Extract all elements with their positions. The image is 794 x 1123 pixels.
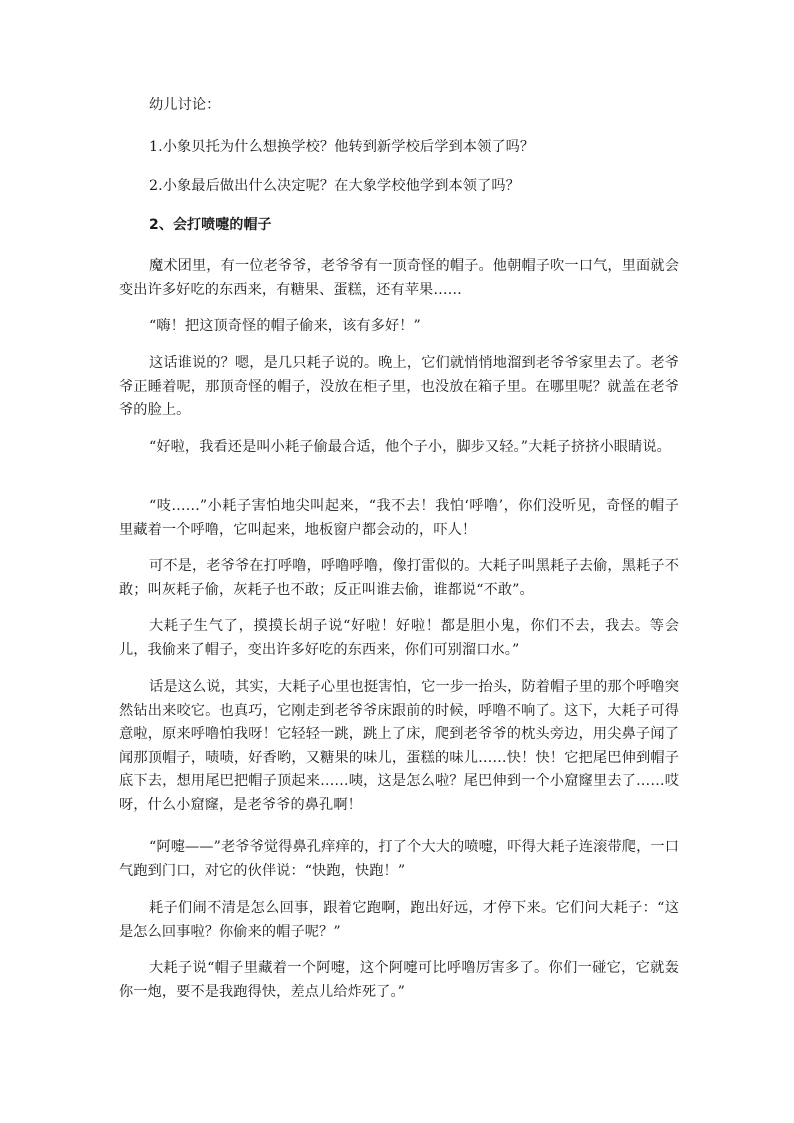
paragraph-8: 话是这么说，其实，大耗子心里也挺害怕，它一步一抬头，防着帽子里的那个呼噜突然钻出来咬它。也真巧，它刚走到老爷爷床跟前的时候，呼噜不响了。这下，大耗子可得意啦，原来呼噜怕我呀！它轻轻一跳，跳上了床，爬到老爷爷的枕头旁边，用尖鼻子闻了闻那顶帽子，啧啧，好香哟，又糖果的味儿，蛋糕的味儿……快！快！它把尾巴伸到帽子底下去，想用尾巴把帽子顶起来……咦，这是怎么啦？尾巴伸到一个小窟窿里去了……哎呀，什么小窟窿，是老爷爷的鼻孔啊！ — [119, 679, 679, 813]
question-1: 1.小象贝托为什么想换学校？他转到新学校后学到本领了吗？ — [149, 139, 535, 155]
paragraph-9: “阿嚏——”老爷爷觉得鼻孔痒痒的，打了个大大的喷嚏，吓得大耗子连滚带爬，一口气跑到门口，对它的伙伴说：“快跑，快跑！” — [119, 839, 679, 879]
question-2: 2.小象最后做出什么决定呢？在大象学校他学到本领了吗？ — [149, 178, 520, 194]
paragraph-7: 大耗子生气了，摸摸长胡子说“好啦！好啦！都是胆小鬼，你们不去，我去。等会儿，我偷来了帽子，变出许多好吃的东西来，你们可别溜口水。” — [119, 618, 679, 658]
paragraph-1: 魔术团里，有一位老爷爷，老爷爷有一顶奇怪的帽子。他朝帽子吹一口气，里面就会变出许多好吃的东西来，有糖果、蛋糕，还有苹果…… — [119, 258, 679, 298]
discussion-label: 幼儿讨论： — [149, 97, 221, 113]
paragraph-10: 耗子们闹不清是怎么回事，跟着它跑啊，跑出好远，才停下来。它们问大耗子：“这是怎么回事啦？你偷来的帽子呢？” — [119, 900, 679, 940]
section-title: 2、会打喷嚏的帽子 — [149, 217, 272, 233]
paragraph-5: “吱……”小耗子害怕地尖叫起来，“我不去！我怕‘呼噜’，你们没听见，奇怪的帽子里藏着一个呼噜，它叫起来，地板窗户都会动的，吓人！ — [119, 498, 679, 538]
paragraph-2: “嗨！把这顶奇怪的帽子偷来，该有多好！” — [149, 318, 421, 334]
paragraph-3: 这话谁说的？嗯，是几只耗子说的。晚上，它们就悄悄地溜到老爷爷家里去了。老爷爷正睡着呢，那顶奇怪的帽子，没放在柜子里，也没放在箱子里。在哪里呢？就盖在老爷爷的脸上。 — [119, 355, 679, 418]
paragraph-11: 大耗子说“帽子里藏着一个阿嚏，这个阿嚏可比呼噜厉害多了。你们一碰它，它就轰你一炮，要不是我跑得快，差点儿给炸死了。” — [119, 960, 679, 1000]
paragraph-4: “好啦，我看还是叫小耗子偷最合适，他个子小，脚步又轻。”大耗子挤挤小眼睛说。 — [149, 439, 671, 455]
paragraph-6: 可不是，老爷爷在打呼噜，呼噜呼噜，像打雷似的。大耗子叫黑耗子去偷，黑耗子不敢；叫灰耗子偷，灰耗子也不敢；反正叫谁去偷，谁都说“不敢”。 — [119, 558, 679, 598]
